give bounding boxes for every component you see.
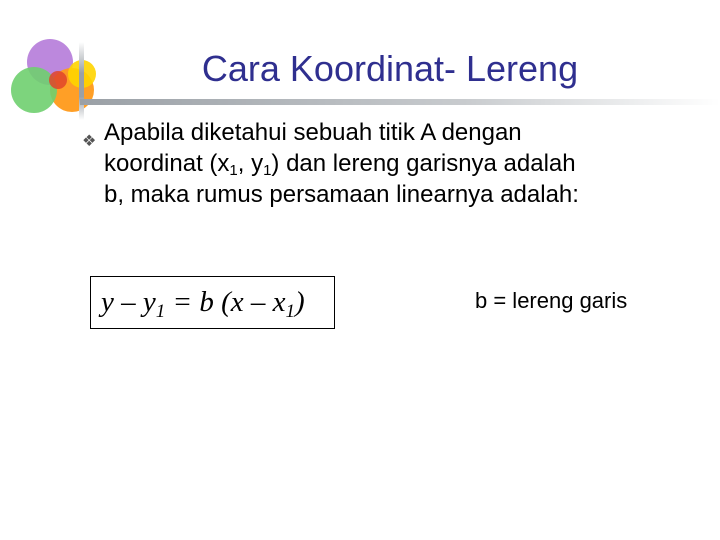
formula-subscript: 1 xyxy=(285,301,295,322)
formula-subscript: 1 xyxy=(155,301,166,322)
formula-part-2: = b (x – x xyxy=(165,286,286,318)
bullet-line-2-pre: koordinat (x xyxy=(104,150,230,177)
decorative-circles-logo xyxy=(0,0,110,130)
bullet-icon: ❖ xyxy=(82,133,97,150)
bullet-line-2-mid: , y xyxy=(237,150,264,177)
decorative-vertical-line xyxy=(79,42,84,120)
formula-box xyxy=(90,276,335,329)
logo-circle-red xyxy=(49,71,67,89)
logo-circle-green xyxy=(11,67,57,113)
bullet-line-1: Apabila diketahui sebuah titik A dengan xyxy=(104,119,522,146)
slide-title: Cara Koordinat- Lereng xyxy=(201,48,579,89)
formula-part-3: ) xyxy=(294,286,305,318)
subscript: 1 xyxy=(263,162,272,179)
bullet-line-2-post: ) dan lereng garisnya adalah xyxy=(271,150,576,177)
variable-note: b = lereng garis xyxy=(475,288,628,313)
subscript: 1 xyxy=(229,162,238,179)
decorative-horizontal-line xyxy=(80,99,720,105)
bullet-line-3: b, maka rumus persamaan linearnya adalah: xyxy=(104,181,579,208)
formula-part-1: y – y xyxy=(101,286,156,318)
bullet-text xyxy=(104,117,684,210)
